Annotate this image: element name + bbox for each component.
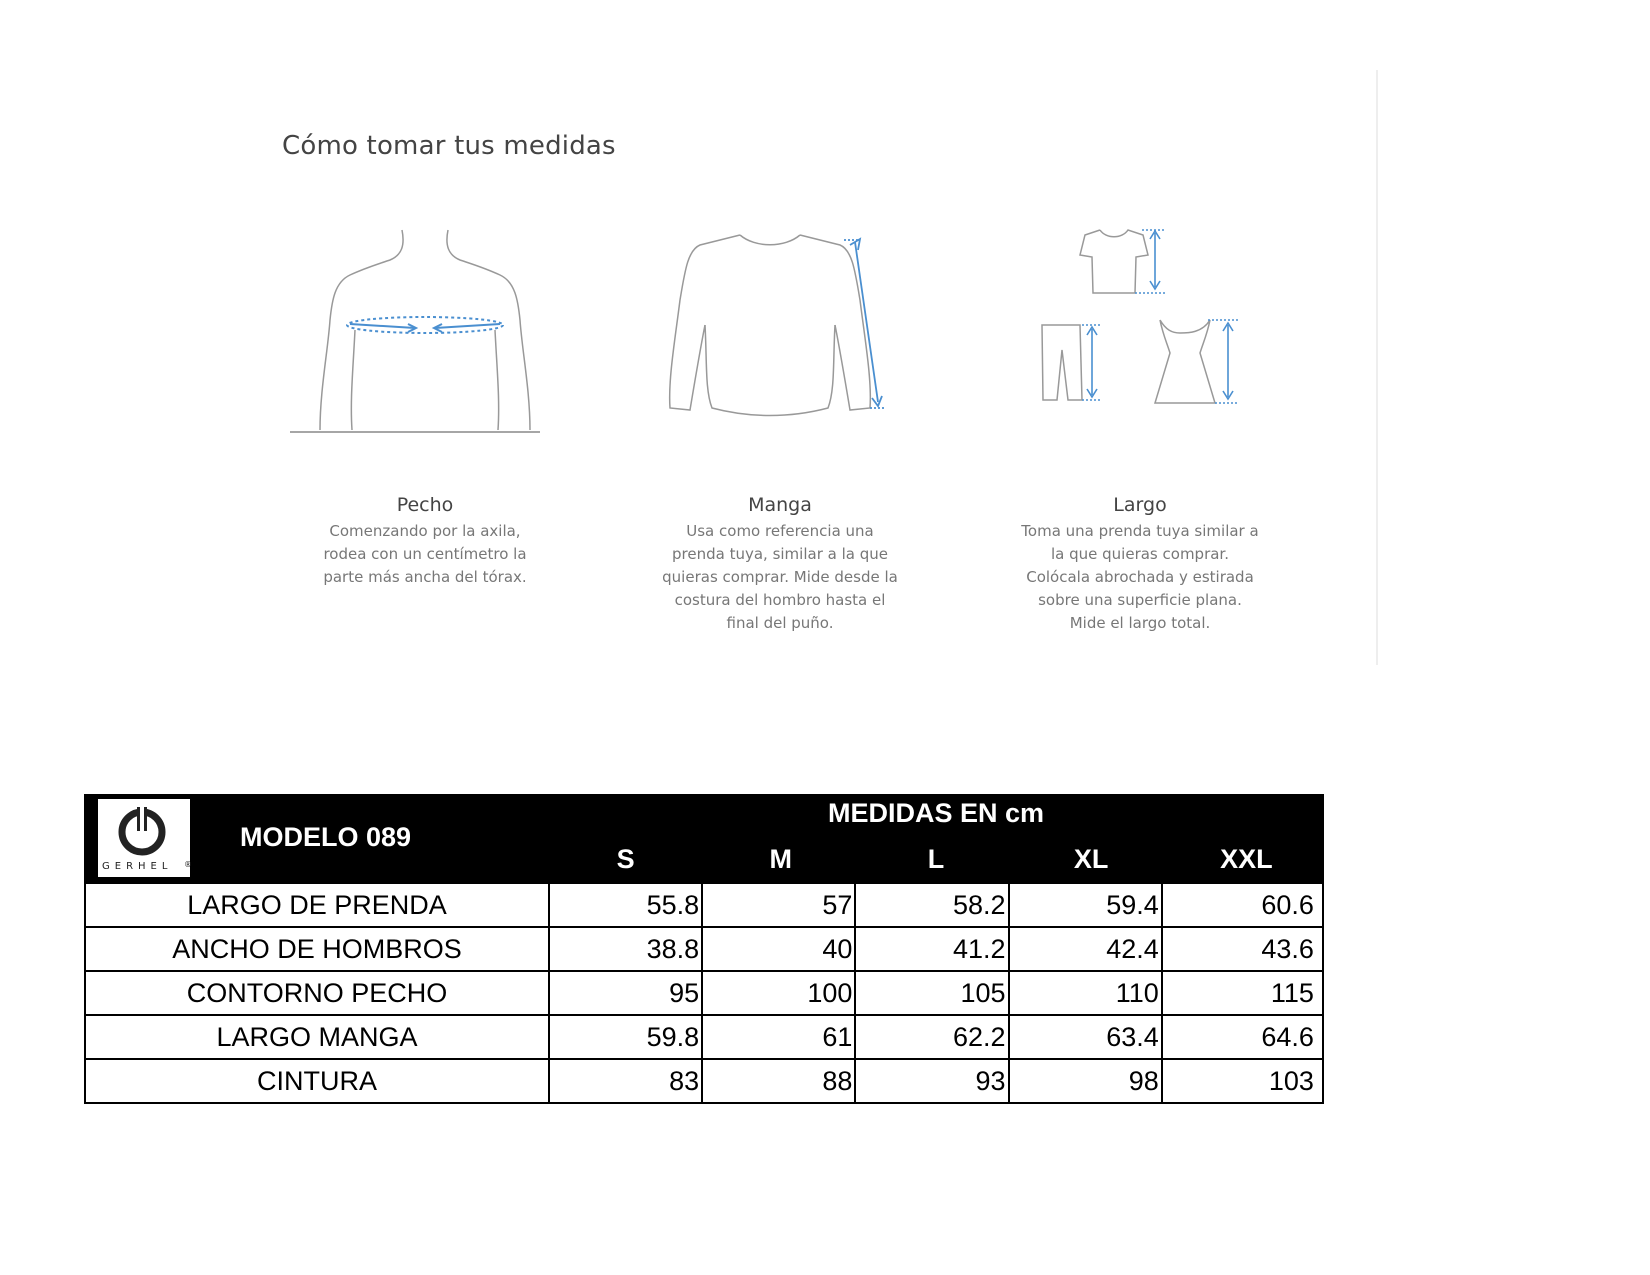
size-header: L bbox=[927, 844, 945, 874]
cell-value: 60.6 bbox=[1261, 890, 1314, 920]
caption-line: Comenzando por la axila, bbox=[329, 522, 521, 540]
measurement-guide bbox=[0, 0, 1380, 670]
caption-pecho bbox=[290, 494, 560, 589]
torso-chest-icon bbox=[290, 220, 560, 460]
table-row bbox=[86, 970, 1322, 1014]
units-heading: MEDIDAS EN cm bbox=[827, 798, 1045, 828]
cell-value: 59.8 bbox=[550, 1016, 703, 1058]
caption-line: sobre una superficie plana. bbox=[1038, 591, 1242, 609]
caption-line: costura del hombro hasta el bbox=[674, 591, 886, 609]
caption-line: rodea con un centímetro la bbox=[323, 545, 527, 563]
caption-line: Colócala abrochada y estirada bbox=[1026, 568, 1254, 586]
cell-value: 41.2 bbox=[856, 928, 1009, 970]
size-table bbox=[84, 794, 1324, 1104]
size-header: S bbox=[616, 844, 635, 874]
size-columns bbox=[548, 844, 1324, 875]
caption-line: Toma una prenda tuya similar a bbox=[1021, 522, 1259, 540]
cell-value: 105 bbox=[856, 972, 1009, 1014]
cell-value: 88 bbox=[703, 1060, 856, 1102]
caption-line: parte más ancha del tórax. bbox=[323, 568, 527, 586]
cell-value: 115 bbox=[1270, 978, 1314, 1008]
cell-value: 100 bbox=[703, 972, 856, 1014]
table-row bbox=[86, 926, 1322, 970]
cell-value: 43.6 bbox=[1261, 934, 1314, 964]
cell-value: 83 bbox=[550, 1060, 703, 1102]
garment-length-icons bbox=[1030, 225, 1260, 435]
logo-text: GERHEL bbox=[102, 861, 173, 872]
model-label: MODELO 089 bbox=[240, 822, 412, 852]
cell-value: 55.8 bbox=[550, 884, 703, 926]
cell-value: 98 bbox=[1010, 1060, 1163, 1102]
cell-value: 38.8 bbox=[550, 928, 703, 970]
cell-value: 42.4 bbox=[1010, 928, 1163, 970]
caption-title: Largo bbox=[1113, 494, 1167, 516]
cell-value: 103 bbox=[1268, 1066, 1314, 1096]
row-label: ANCHO DE HOMBROS bbox=[86, 928, 550, 970]
row-label: CINTURA bbox=[86, 1060, 550, 1102]
caption-title: Pecho bbox=[396, 494, 454, 516]
caption-line: Mide el largo total. bbox=[1069, 614, 1211, 632]
caption-title: Manga bbox=[748, 494, 812, 516]
pants-length-icon bbox=[1042, 325, 1082, 400]
cell-value: 58.2 bbox=[856, 884, 1009, 926]
dress-length-icon bbox=[1155, 320, 1215, 403]
cell-value: 64.6 bbox=[1261, 1022, 1314, 1052]
cell-value: 110 bbox=[1010, 972, 1163, 1014]
size-header: XL bbox=[1073, 844, 1109, 874]
row-label: LARGO MANGA bbox=[86, 1016, 550, 1058]
brand-logo bbox=[98, 799, 190, 877]
caption-largo bbox=[1000, 494, 1280, 635]
guide-divider bbox=[1376, 70, 1378, 665]
caption-manga bbox=[640, 494, 920, 635]
table-row bbox=[86, 882, 1322, 926]
sweater-sleeve-icon bbox=[660, 230, 900, 440]
caption-line: quieras comprar. Mide desde la bbox=[662, 568, 898, 586]
guide-title: Cómo tomar tus medidas bbox=[282, 131, 616, 161]
table-header bbox=[84, 794, 1324, 882]
svg-text:®: ® bbox=[184, 860, 192, 869]
size-header: M bbox=[769, 844, 793, 874]
caption-line: prenda tuya, similar a la que bbox=[672, 545, 888, 563]
row-label: CONTORNO PECHO bbox=[86, 972, 550, 1014]
caption-line: final del puño. bbox=[726, 614, 834, 632]
caption-line: la que quieras comprar. bbox=[1051, 545, 1229, 563]
caption-line: Usa como referencia una bbox=[686, 522, 874, 540]
table-row bbox=[86, 1058, 1322, 1102]
cell-value: 59.4 bbox=[1010, 884, 1163, 926]
row-label: LARGO DE PRENDA bbox=[86, 884, 550, 926]
cell-value: 40 bbox=[703, 928, 856, 970]
cell-value: 63.4 bbox=[1010, 1016, 1163, 1058]
tshirt-length-icon bbox=[1080, 230, 1148, 293]
cell-value: 61 bbox=[703, 1016, 856, 1058]
cell-value: 62.2 bbox=[856, 1016, 1009, 1058]
cell-value: 95 bbox=[550, 972, 703, 1014]
cell-value: 93 bbox=[856, 1060, 1009, 1102]
table-body bbox=[84, 882, 1324, 1104]
size-header: XXL bbox=[1220, 844, 1273, 874]
table-row bbox=[86, 1014, 1322, 1058]
cell-value: 57 bbox=[703, 884, 856, 926]
